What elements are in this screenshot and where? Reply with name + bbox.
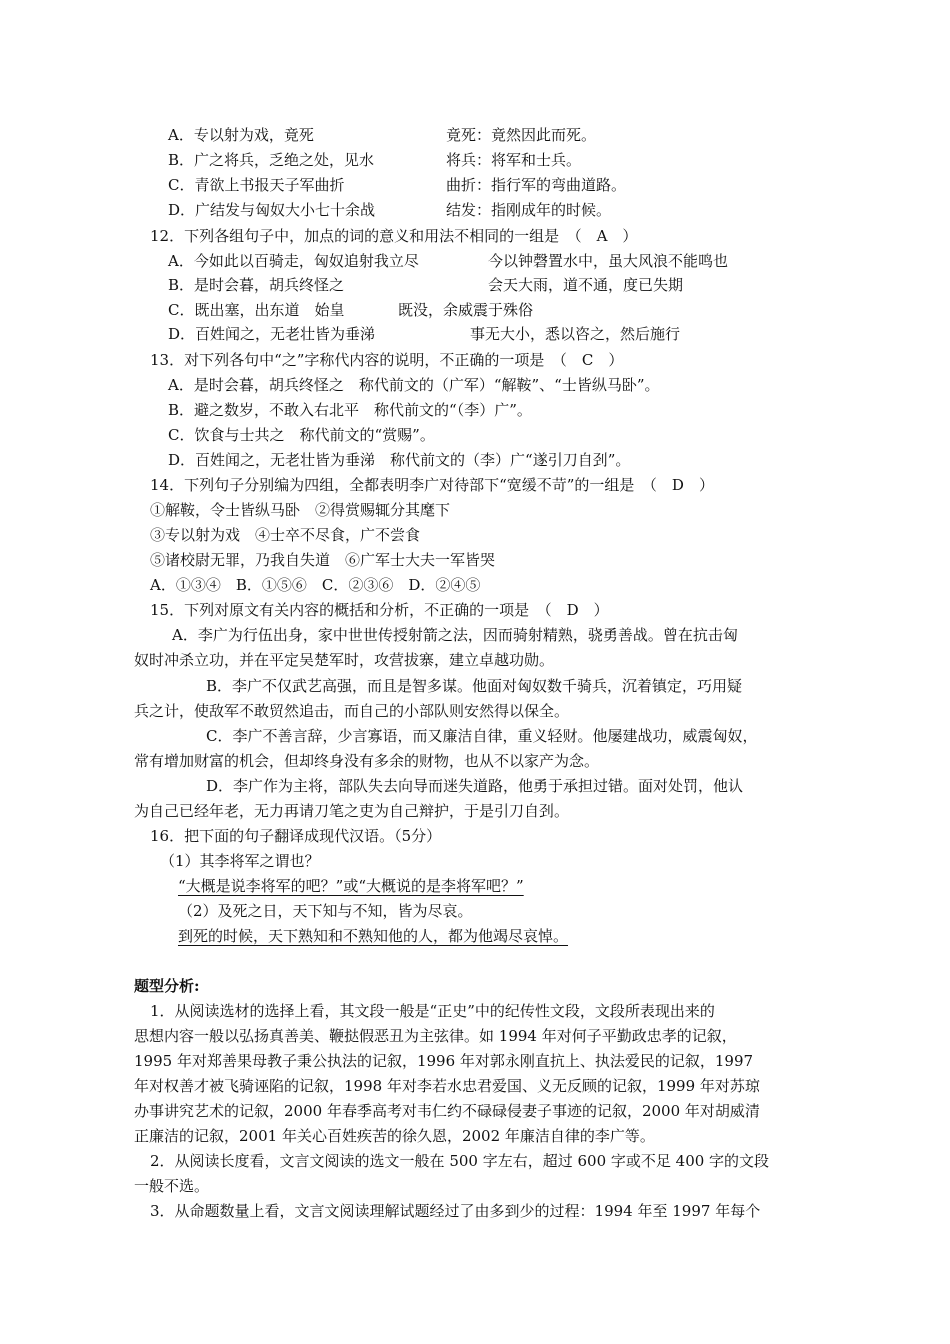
analysis-line-9: 3．从命题数量上看，文言文阅读理解试题经过了由多到少的过程：1994 年至 1997 年每个 (150, 1202, 761, 1220)
q14-line-2: ③专以射为戏 ④士卒不尽食，广不尝食 (150, 526, 421, 544)
q11-option-b-note: 将兵：将军和士兵。 (446, 151, 582, 169)
q11-option-a: A．专以射为戏，竟死 (168, 126, 314, 144)
q13-option-a: A．是时会暮，胡兵终怪之 称代前文的（广军）“解鞍”、“士皆纵马卧”。 (168, 376, 660, 394)
analysis-line-5: 办事讲究艺术的记叙，2000 年春季高考对韦仁约不碌碌侵妻子事迹的记叙，2000 年对胡威清 (134, 1102, 760, 1120)
q12-option-a: A．今如此以百骑走，匈奴追射我立尽 (168, 252, 419, 270)
q16-sentence-1: （1）其李将军之谓也？ (160, 852, 320, 870)
q11-option-b: B．广之将兵，乏绝之处，见水 (168, 151, 375, 169)
q11-option-d-note: 结发：指刚成年的时候。 (446, 201, 612, 219)
q15-option-c-line-1: C．李广不善言辞，少言寡语，而又廉洁自律，重义轻财。他屡建战功，威震匈奴， (206, 727, 758, 745)
q13-option-c: C．饮食与士共之 称代前文的“赏赐”。 (168, 426, 435, 444)
q15-option-d-line-1: D．李广作为主将，部队失去向导而迷失道路，他勇于承担过错。面对处罚，他认 (206, 777, 744, 795)
q13-stem: 13．对下列各句中“之”字称代内容的说明，不正确的一项是 （ C ） (150, 351, 624, 369)
q12-option-d: D．百姓闻之，无老壮皆为垂涕 (168, 325, 376, 343)
analysis-line-3: 1995 年对郑善果母教子秉公执法的记叙，1996 年对郭永刚直抗上、执法爱民的记叙，1997 (134, 1052, 754, 1070)
q15-option-d-line-2: 为自己已经年老，无力再请刀笔之吏为自己辩护，于是引刀自刭。 (134, 802, 570, 820)
q12-option-d-pair: 事无大小，悉以咨之，然后施行 (470, 325, 681, 343)
q14-choices: A．①③④ B．①⑤⑥ C．②③⑥ D．②④⑤ (150, 576, 481, 594)
q14-stem: 14．下列句子分别编为四组，全都表明李广对待部下“宽缓不苛”的一组是 （ D ） (150, 476, 714, 494)
q12-option-b: B．是时会暮，胡兵终怪之 (168, 276, 345, 294)
q11-option-d: D．广结发与匈奴大小七十余战 (168, 201, 376, 219)
q15-option-a-line-1: A．李广为行伍出身，家中世世传授射箭之法，因而骑射精熟，骁勇善战。曾在抗击匈 (172, 626, 738, 644)
q11-option-c: C．青欲上书报天子军曲折 (168, 176, 345, 194)
q14-line-3: ⑤诸校尉无罪，乃我自失道 ⑥广军士大夫一军皆哭 (150, 551, 496, 569)
q11-option-a-note: 竟死：竟然因此而死。 (446, 126, 597, 144)
analysis-line-7: 2．从阅读长度看，文言文阅读的选文一般在 500 字左右，超过 600 字或不足 400 字的文段 (150, 1152, 770, 1170)
q13-option-b: B．避之数岁，不敢入右北平 称代前文的“（李）广”。 (168, 401, 532, 419)
analysis-line-2: 思想内容一般以弘扬真善美、鞭挞假恶丑为主弦律。如 1994 年对何子平勤政忠孝的记叙， (134, 1027, 737, 1045)
analysis-line-4: 年对权善才被飞骑诬陷的记叙，1998 年对李若水忠君爱国、义无反顾的记叙，1999 年对苏琼 (134, 1077, 760, 1095)
q12-option-c: C．既出塞，出东道 始皇 (168, 301, 345, 319)
q11-option-c-note: 曲折：指行军的弯曲道路。 (446, 176, 627, 194)
q15-stem: 15．下列对原文有关内容的概括和分析，不正确的一项是 （ D ） (150, 601, 609, 619)
q15-option-a-line-2: 奴时冲杀立功，并在平定吴楚军时，攻营拔寨，建立卓越功勋。 (134, 651, 555, 669)
q15-option-b-line-1: B．李广不仅武艺高强，而且是智多谋。他面对匈奴数千骑兵，沉着镇定，巧用疑 (206, 677, 743, 695)
q12-stem: 12．下列各组句子中，加点的词的意义和用法不相同的一组是 （ A ） (150, 227, 638, 245)
analysis-line-6: 正廉洁的记叙，2001 年关心百姓疾苦的徐久恩，2002 年廉洁自律的李广等。 (134, 1127, 655, 1145)
analysis-line-8: 一般不选。 (134, 1177, 210, 1195)
q12-option-b-pair: 会天大雨，道不通，度已失期 (488, 276, 684, 294)
analysis-heading: 题型分析: (134, 977, 200, 995)
q16-stem: 16．把下面的句子翻译成现代汉语。（5分） (150, 827, 442, 845)
q14-line-1: ①解鞍，令士皆纵马卧 ②得赏赐辄分其麾下 (150, 501, 451, 519)
q12-option-c-pair: 既没，余威震于殊俗 (398, 301, 534, 319)
q12-option-a-pair: 今以钟磬置水中，虽大风浪不能鸣也 (488, 252, 729, 270)
q16-answer-2: 到死的时候，天下熟知和不熟知他的人，都为他竭尽哀悼。 (178, 927, 569, 945)
q15-option-c-line-2: 常有增加财富的机会，但却终身没有多余的财物，也从不以家产为念。 (134, 752, 600, 770)
analysis-line-1: 1．从阅读选材的选择上看，其文段一般是“正史”中的纪传性文段，文段所表现出来的 (150, 1002, 715, 1020)
q16-sentence-2: （2）及死之日，天下知与不知，皆为尽哀。 (178, 902, 473, 920)
q15-option-b-line-2: 兵之计，使敌军不敢贸然追击，而自己的小部队则安然得以保全。 (134, 702, 570, 720)
q16-answer-1: “大概是说李将军的吧？”或“大概说的是李将军吧？” (178, 877, 524, 895)
q13-option-d: D．百姓闻之，无老壮皆为垂涕 称代前文的（李）广“遂引刀自刭”。 (168, 451, 631, 469)
